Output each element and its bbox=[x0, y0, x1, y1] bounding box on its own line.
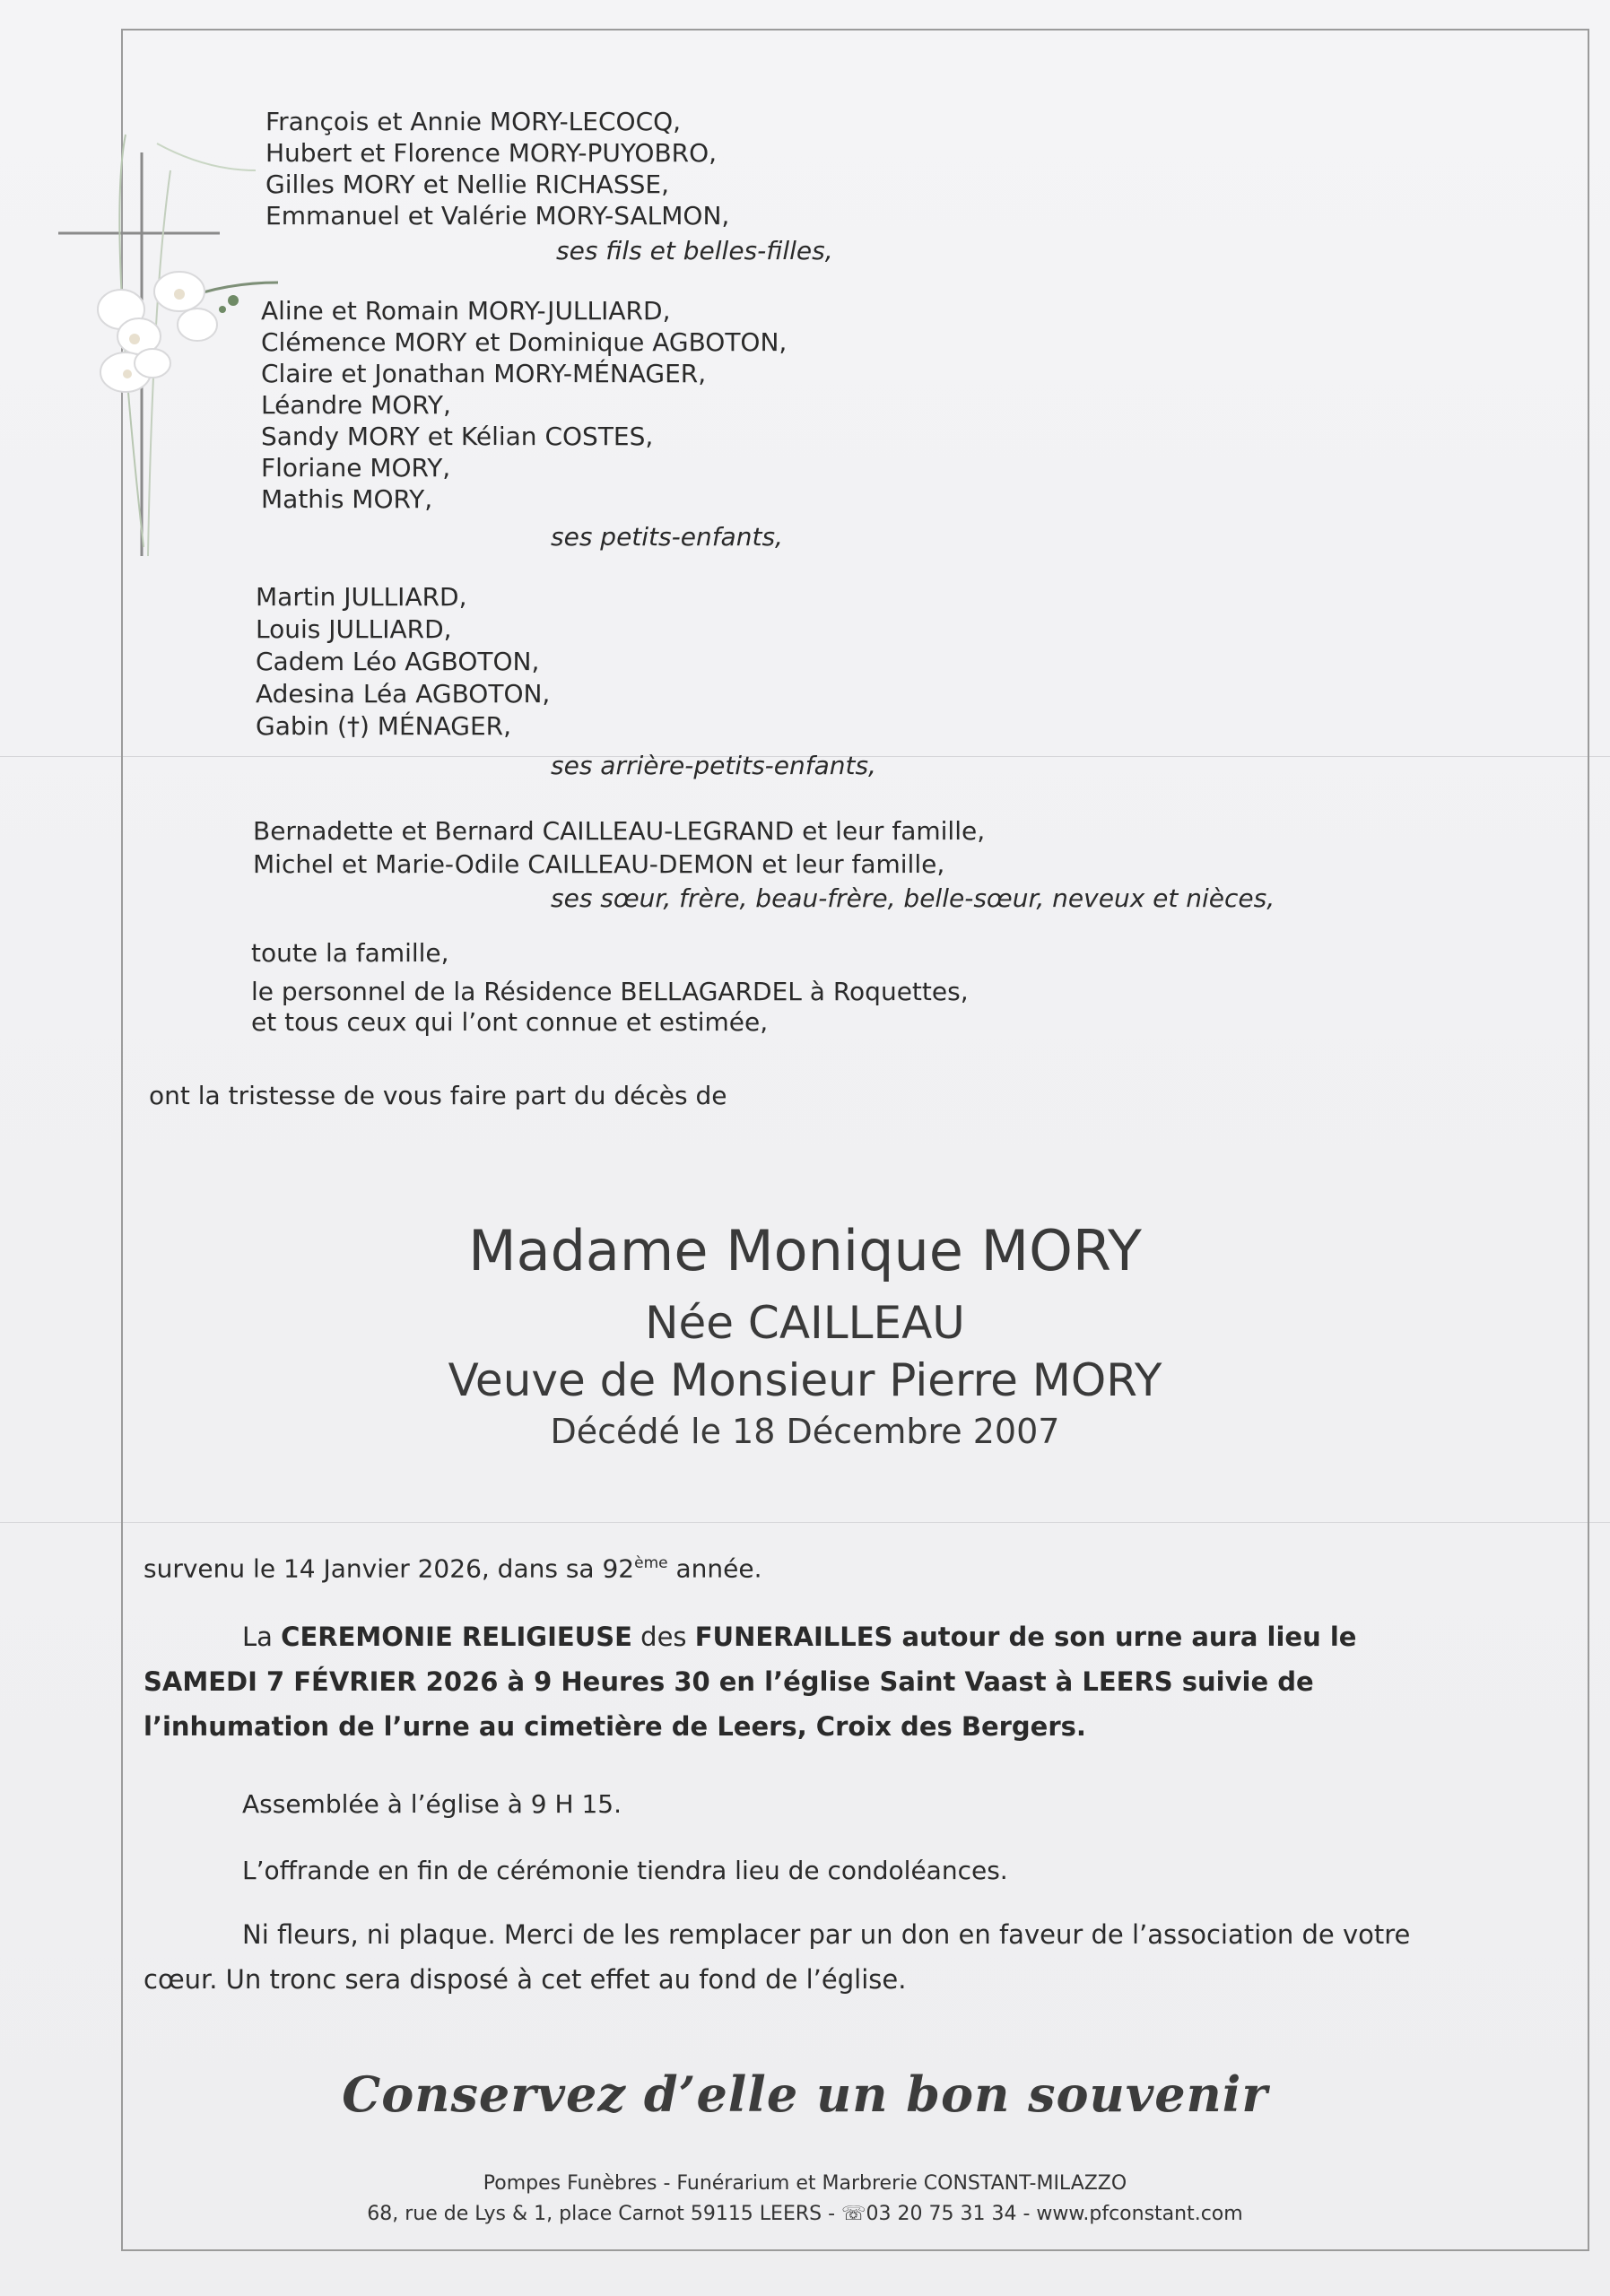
family-member: Aline et Romain MORY-JULLIARD, bbox=[261, 296, 671, 326]
portrait-photo bbox=[1137, 152, 1446, 522]
family-member: et tous ceux qui l’ont connue et estimée, bbox=[251, 1007, 769, 1037]
family-member: Clémence MORY et Dominique AGBOTON, bbox=[261, 327, 788, 357]
family-member: Michel et Marie-Odile CAILLEAU-DEMON et leur famille, bbox=[253, 849, 945, 879]
family-member: François et Annie MORY-LECOCQ, bbox=[265, 107, 682, 136]
spouse-death-date: Décédé le 18 Décembre 2007 bbox=[550, 1412, 1060, 1451]
family-member: Cadem Léo AGBOTON, bbox=[256, 647, 540, 676]
relation-caption: ses sœur, frère, beau-frère, belle-sœur, neveux et nièces, bbox=[551, 883, 1275, 913]
family-member: Louis JULLIARD, bbox=[256, 614, 452, 644]
funeral-home-name: Pompes Funèbres - Funérarium et Marbrerie CONSTANT-MILAZZO bbox=[483, 2172, 1127, 2195]
family-member: Hubert et Florence MORY-PUYOBRO, bbox=[265, 138, 718, 168]
relation-caption: ses petits-enfants, bbox=[551, 522, 783, 552]
family-member: Sandy MORY et Kélian COSTES, bbox=[261, 422, 654, 451]
family-member: Mathis MORY, bbox=[261, 484, 433, 514]
assembly-text: Assemblée à l’église à 9 H 15. bbox=[242, 1789, 622, 1819]
flowers-paragraph: Ni fleurs, ni plaque. Merci de les remplacer par un don en faveur de l’association de votre cœur. Un tronc sera disposé à cet effet au fond de l’église. bbox=[144, 1919, 1411, 1995]
widow-of: Veuve de Monsieur Pierre MORY bbox=[448, 1354, 1162, 1406]
closing-phrase: Conservez d’elle un bon souvenir bbox=[342, 2066, 1268, 2123]
family-member: Gabin (†) MÉNAGER, bbox=[256, 711, 512, 741]
relation-caption: ses arrière-petits-enfants, bbox=[551, 751, 876, 780]
deceased-name: Madame Monique MORY bbox=[468, 1218, 1142, 1283]
family-member: Floriane MORY, bbox=[261, 453, 451, 483]
family-member: Gilles MORY et Nellie RICHASSE, bbox=[265, 170, 669, 199]
family-member: toute la famille, bbox=[251, 938, 449, 968]
funeral-home-address: 68, rue de Lys & 1, place Carnot 59115 LEERS - ☏03 20 75 31 34 - www.pfconstant.com bbox=[367, 2203, 1243, 2225]
family-member: Emmanuel et Valérie MORY-SALMON, bbox=[265, 201, 730, 230]
ceremony-paragraph: La CEREMONIE RELIGIEUSE des FUNERAILLES autour de son urne aura lieu le SAMEDI 7 FÉVRIER 2026 à 9 Heures 30 en l’église Saint Vaast à LEERS suivie de l’inhumation de l’urne au cimetière de Leers, Croix des Bergers. bbox=[144, 1622, 1357, 1742]
family-member: Léandre MORY, bbox=[261, 390, 451, 420]
family-member: Martin JULLIARD, bbox=[256, 582, 467, 612]
maiden-name: Née CAILLEAU bbox=[645, 1297, 965, 1349]
offering-text: L’offrande en fin de cérémonie tiendra lieu de condoléances. bbox=[242, 1856, 1008, 1885]
cross-orchid-decoration bbox=[54, 117, 287, 565]
announcement-text: ont la tristesse de vous faire part du décès de bbox=[149, 1081, 727, 1110]
family-member: le personnel de la Résidence BELLAGARDEL à Roquettes, bbox=[251, 977, 969, 1006]
relation-caption: ses fils et belles-filles, bbox=[556, 236, 833, 265]
family-member: Adesina Léa AGBOTON, bbox=[256, 679, 551, 709]
death-date-text: survenu le 14 Janvier 2026, dans sa 92ème année. bbox=[144, 1553, 762, 1584]
family-member: Bernadette et Bernard CAILLEAU-LEGRAND et leur famille, bbox=[253, 816, 986, 846]
family-member: Claire et Jonathan MORY-MÉNAGER, bbox=[261, 359, 707, 388]
